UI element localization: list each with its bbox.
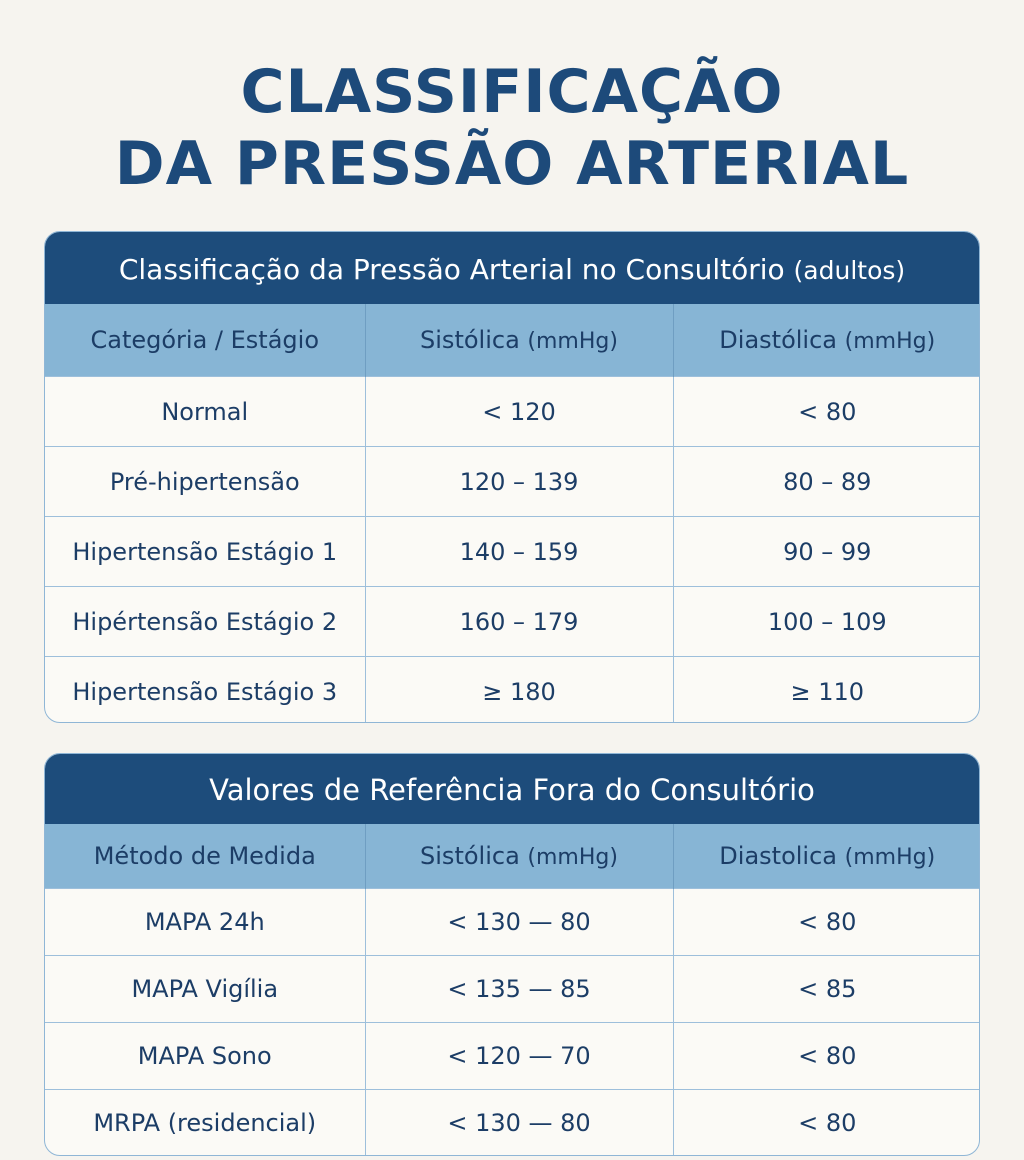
category-cell: Pré-hipertensão [45, 447, 365, 517]
diastolic-cell: 100 – 109 [673, 587, 980, 657]
column-header-label: Método de Medida [93, 842, 316, 870]
method-cell: MAPA Sono [45, 1023, 365, 1090]
systolic-cell: ≥ 180 [365, 657, 673, 724]
table-row [45, 657, 980, 724]
systolic-cell: 140 – 159 [365, 517, 673, 587]
method-cell: MRPA (residencial) [45, 1090, 365, 1157]
systolic-cell: 120 – 139 [365, 447, 673, 517]
column-header-label: Diastólica [719, 326, 837, 354]
category-cell: Normal [45, 377, 365, 447]
column-header-method [45, 824, 365, 889]
table-row [45, 447, 980, 517]
systolic-cell: < 120 — 70 [365, 1023, 673, 1090]
column-header-systolic [365, 304, 673, 377]
table-row [45, 377, 980, 447]
diastolic-cell: < 85 [673, 956, 980, 1023]
office-classification-card [44, 231, 980, 723]
method-cell: MAPA 24h [45, 889, 365, 956]
column-header-unit: (mmHg) [844, 845, 936, 870]
column-header-unit: (mmHg) [527, 845, 618, 870]
systolic-cell: < 120 [365, 377, 673, 447]
systolic-cell: 160 – 179 [365, 587, 673, 657]
diastolic-cell: ≥ 110 [673, 657, 980, 724]
office-classification-table [45, 304, 980, 723]
office-classification-title [45, 232, 979, 304]
column-header-unit: (mmHg) [527, 329, 618, 354]
column-header-category [45, 304, 365, 377]
category-cell: Hipertensão Estágio 3 [45, 657, 365, 724]
systolic-cell: < 130 — 80 [365, 889, 673, 956]
diastolic-cell: < 80 [673, 1023, 980, 1090]
out-of-office-table [45, 824, 980, 1156]
column-header-label: Sistólica [420, 842, 520, 870]
table-row [45, 1023, 980, 1090]
office-classification-title-note: (adultos) [793, 256, 906, 285]
page-title-line-1: CLASSIFICAÇÃO [240, 57, 784, 127]
table-row [45, 956, 980, 1023]
diastolic-cell: < 80 [673, 1090, 980, 1157]
out-of-office-title-text: Valores de Referência Fora do Consultório [209, 773, 815, 807]
column-header-label: Categória / Estágio [90, 326, 319, 354]
page-title [0, 56, 1024, 200]
page-title-line-2: DA PRESSÃO ARTERIAL [114, 129, 910, 199]
out-of-office-title [45, 754, 979, 824]
diastolic-cell: < 80 [673, 889, 980, 956]
column-header-unit: (mmHg) [844, 329, 936, 354]
systolic-cell: < 130 — 80 [365, 1090, 673, 1157]
table-row [45, 889, 980, 956]
column-header-label: Diastolica [719, 842, 837, 870]
office-classification-title-text: Classificação da Pressão Arterial no Consultório [118, 253, 785, 286]
table-row [45, 1090, 980, 1157]
systolic-cell: < 135 — 85 [365, 956, 673, 1023]
table-header-row [45, 824, 980, 889]
diastolic-cell: 90 – 99 [673, 517, 980, 587]
diastolic-cell: 80 – 89 [673, 447, 980, 517]
method-cell: MAPA Vigília [45, 956, 365, 1023]
diastolic-cell: < 80 [673, 377, 980, 447]
category-cell: Hipértensão Estágio 2 [45, 587, 365, 657]
out-of-office-card [44, 753, 980, 1156]
table-row [45, 587, 980, 657]
category-cell: Hipertensão Estágio 1 [45, 517, 365, 587]
table-header-row [45, 304, 980, 377]
column-header-label: Sistólica [420, 326, 520, 354]
column-header-diastolic [673, 824, 980, 889]
column-header-systolic [365, 824, 673, 889]
table-row [45, 517, 980, 587]
column-header-diastolic [673, 304, 980, 377]
